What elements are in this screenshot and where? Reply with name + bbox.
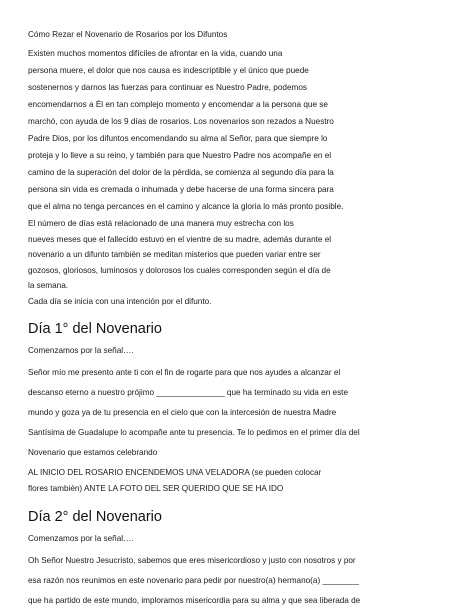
detail-paragraph <box>28 219 454 312</box>
paragraph-line: novenario a un difunto también se meditan misterios que pueden variar entre ser <box>28 250 321 259</box>
prayer-line: Señor mío me presento ante ti con el fin de rogarte para que nos ayudes a alcanzar el <box>28 368 341 377</box>
prayer-line: que ha partido de este mundo, imploramos misericordia para su alma y que sea liberada de <box>28 596 361 605</box>
paragraph-line: Padre Dios, por los difuntos encomendando su alma al Señor, para que siempre lo <box>28 134 328 143</box>
paragraph-line: Existen muchos momentos difíciles de afrontar en la vida, cuando una <box>28 49 283 58</box>
paragraph-line: que el alma no tenga percances en el camino y alcance la gloria lo más pronto posible. <box>28 202 344 211</box>
paragraph-line: proteja y lo lleve a su reino, y también para que Nuestro Padre nos acompañe en el <box>28 151 332 160</box>
paragraph-line: persona sin vida es cremada o inhumada y debe hacerse de una forma sincera para <box>28 185 334 194</box>
paragraph-line: camino de la superación del dolor de la pérdida, se comienza al segundo día para la <box>28 168 334 177</box>
paragraph-line: la semana. <box>28 281 69 290</box>
prayer-line: Santísima de Guadalupe lo acompañe ante tu presencia. Te lo pedimos en el primer día del <box>28 428 360 437</box>
prayer-line: descanso eterno a nuestro prójimo _______________ que ha terminado su vida en este <box>28 388 348 397</box>
day2-lead: Comenzamos por la señal…. <box>28 534 134 543</box>
prayer-line: Novenario que estamos celebrando <box>28 448 158 457</box>
day1-prayer <box>28 368 454 468</box>
note-line: flores también) ANTE LA FOTO DEL SER QUERIDO QUE SE HA IDO <box>28 484 284 493</box>
paragraph-line: gozosos, gloriosos, luminosos y dolorosos los cuales corresponden según el día de <box>28 265 331 275</box>
day1-note <box>28 468 454 500</box>
paragraph-line: encomendarnos a Él en tan complejo momento y encomendar a la persona que se <box>28 100 328 109</box>
paragraph-line: nueves meses que el fallecido estuvo en el vientre de su madre, además durante el <box>28 234 332 244</box>
paragraph-line: marchó, con ayuda de los 9 días de rosarios. Los novenarios son rezados a Nuestro <box>28 117 334 126</box>
day2-heading: Día 2° del Novenario <box>28 509 162 525</box>
paragraph-line: persona muere, el dolor que nos causa es indescriptible y el único que puede <box>28 66 309 75</box>
prayer-line: mundo y goza ya de tu presencia en el cielo que con la intercesión de nuestra Madre <box>28 408 337 417</box>
document-title: Cómo Rezar el Novenario de Rosarios por los Difuntos <box>28 30 228 39</box>
intro-paragraph <box>28 49 454 219</box>
paragraph-line: sostenernos y darnos las fuerzas para continuar es Nuestro Padre, podemos <box>28 83 307 92</box>
day2-prayer <box>28 556 454 616</box>
prayer-line: Oh Señor Nuestro Jesucristo, sabemos que eres misericordioso y justo con nosotros y por <box>28 556 356 565</box>
day1-lead: Comenzamos por la señal…. <box>28 346 134 355</box>
paragraph-line: El número de días está relacionado de una manera muy estrecha con los <box>28 219 294 228</box>
day1-heading: Día 1° del Novenario <box>28 321 162 337</box>
note-line: AL INICIO DEL ROSARIO ENCENDEMOS UNA VELADORA (se pueden colocar <box>28 468 322 477</box>
prayer-line: esa razón nos reunimos en este novenario para pedir por nuestro(a) hermano(a) ________ <box>28 576 359 585</box>
paragraph-line: Cada día se inicia con una intención por el difunto. <box>28 296 212 306</box>
